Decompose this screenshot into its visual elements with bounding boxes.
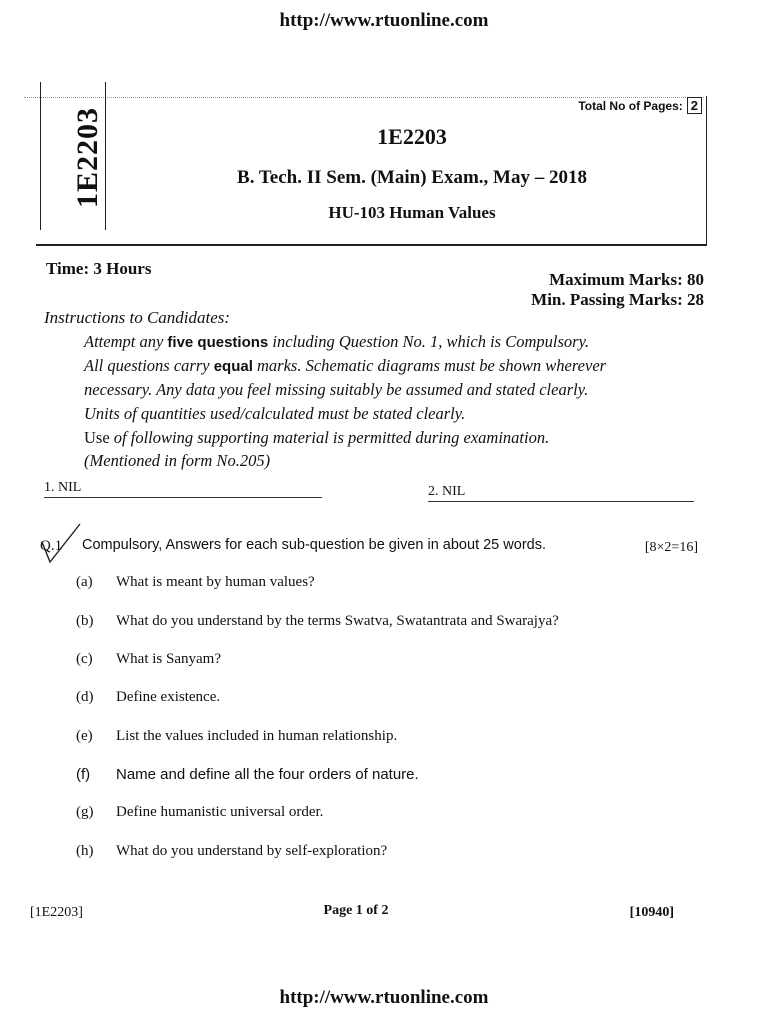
sub-question-d <box>76 689 220 706</box>
footer-serial: [10940] <box>629 905 674 920</box>
sub-question-text: Define existence. <box>116 689 221 705</box>
instruction-text: including Question No. 1, which is Compulsory. <box>268 332 590 351</box>
sub-question-label: (e) <box>76 728 93 744</box>
sub-question-text: What is meant by human values? <box>116 574 315 590</box>
footer-page-number: Page 1 of 2 <box>323 903 389 918</box>
subject-title: HU-103 Human Values <box>328 203 496 222</box>
total-pages-label: Total No of Pages: <box>578 99 683 113</box>
instruction-text: of following supporting material is permitted during examination. <box>113 428 550 447</box>
material-item-2: 2. NIL <box>428 484 694 502</box>
top-url[interactable]: http://www.rtuonline.com <box>279 10 489 31</box>
question-number: Q.1 <box>40 538 63 554</box>
sub-question-label: (h) <box>76 843 94 859</box>
sub-question-e <box>76 728 397 745</box>
instruction-line-4: Units of quantities used/calculated must be stated clearly. <box>84 404 466 423</box>
bottom-url[interactable]: http://www.rtuonline.com <box>279 987 489 1008</box>
sub-question-label: (c) <box>76 651 93 667</box>
min-passing-marks: Min. Passing Marks: 28 <box>531 290 704 309</box>
sub-question-text: What do you understand by self-exploration? <box>116 843 388 859</box>
sub-question-text: List the values included in human relationship. <box>116 728 398 744</box>
sub-question-f <box>76 766 419 783</box>
sub-question-g <box>76 804 323 821</box>
sub-question-text: What do you understand by the terms Swatva, Swatantrata and Swarajya? <box>116 613 559 629</box>
sub-question-label: (f) <box>76 766 91 783</box>
question-text: Compulsory, Answers for each sub-question be given in about 25 words. <box>82 537 546 553</box>
instruction-line-6: (Mentioned in form No.205) <box>84 451 271 470</box>
total-pages-value: 2 <box>687 97 702 114</box>
instruction-text: Attempt any <box>84 332 168 351</box>
sub-question-label: (a) <box>76 574 93 590</box>
side-code: 1E2203 <box>71 106 104 208</box>
instruction-line-5 <box>84 428 704 448</box>
exam-title: B. Tech. II Sem. (Main) Exam., May – 2018 <box>237 167 587 188</box>
time-allowed: Time: 3 Hours <box>46 259 152 278</box>
sub-question-b <box>76 613 559 630</box>
instruction-line-2 <box>84 356 704 376</box>
sub-question-label: (b) <box>76 613 94 629</box>
sub-question-h <box>76 843 387 860</box>
instruction-line-1 <box>84 332 704 352</box>
sub-question-label: (g) <box>76 804 94 820</box>
sub-question-label: (d) <box>76 689 94 705</box>
instruction-text: marks. Schematic diagrams must be shown wherever <box>252 356 607 375</box>
instruction-emphasis: equal <box>213 358 253 375</box>
paper-code: 1E2203 <box>377 124 447 149</box>
footer-paper-code: [1E2203] <box>30 905 83 920</box>
sub-question-c <box>76 651 221 668</box>
material-item-1: 1. NIL <box>44 480 322 498</box>
instruction-text: All questions carry <box>84 356 214 375</box>
instructions-heading: Instructions to Candidates: <box>44 308 231 327</box>
sub-question-text: What is Sanyam? <box>116 651 221 667</box>
sub-question-a <box>76 574 315 591</box>
maximum-marks: Maximum Marks: 80 <box>549 270 704 289</box>
sub-question-text: Name and define all the four orders of nature. <box>116 766 419 783</box>
instruction-emphasis: five questions <box>167 334 269 351</box>
instruction-line-3: necessary. Any data you feel missing suitably be assumed and stated clearly. <box>84 380 589 399</box>
instruction-text: Use <box>84 428 114 447</box>
question-marks: [8×2=16] <box>644 540 698 555</box>
total-pages <box>578 98 702 113</box>
sub-question-text: Define humanistic universal order. <box>116 804 324 820</box>
